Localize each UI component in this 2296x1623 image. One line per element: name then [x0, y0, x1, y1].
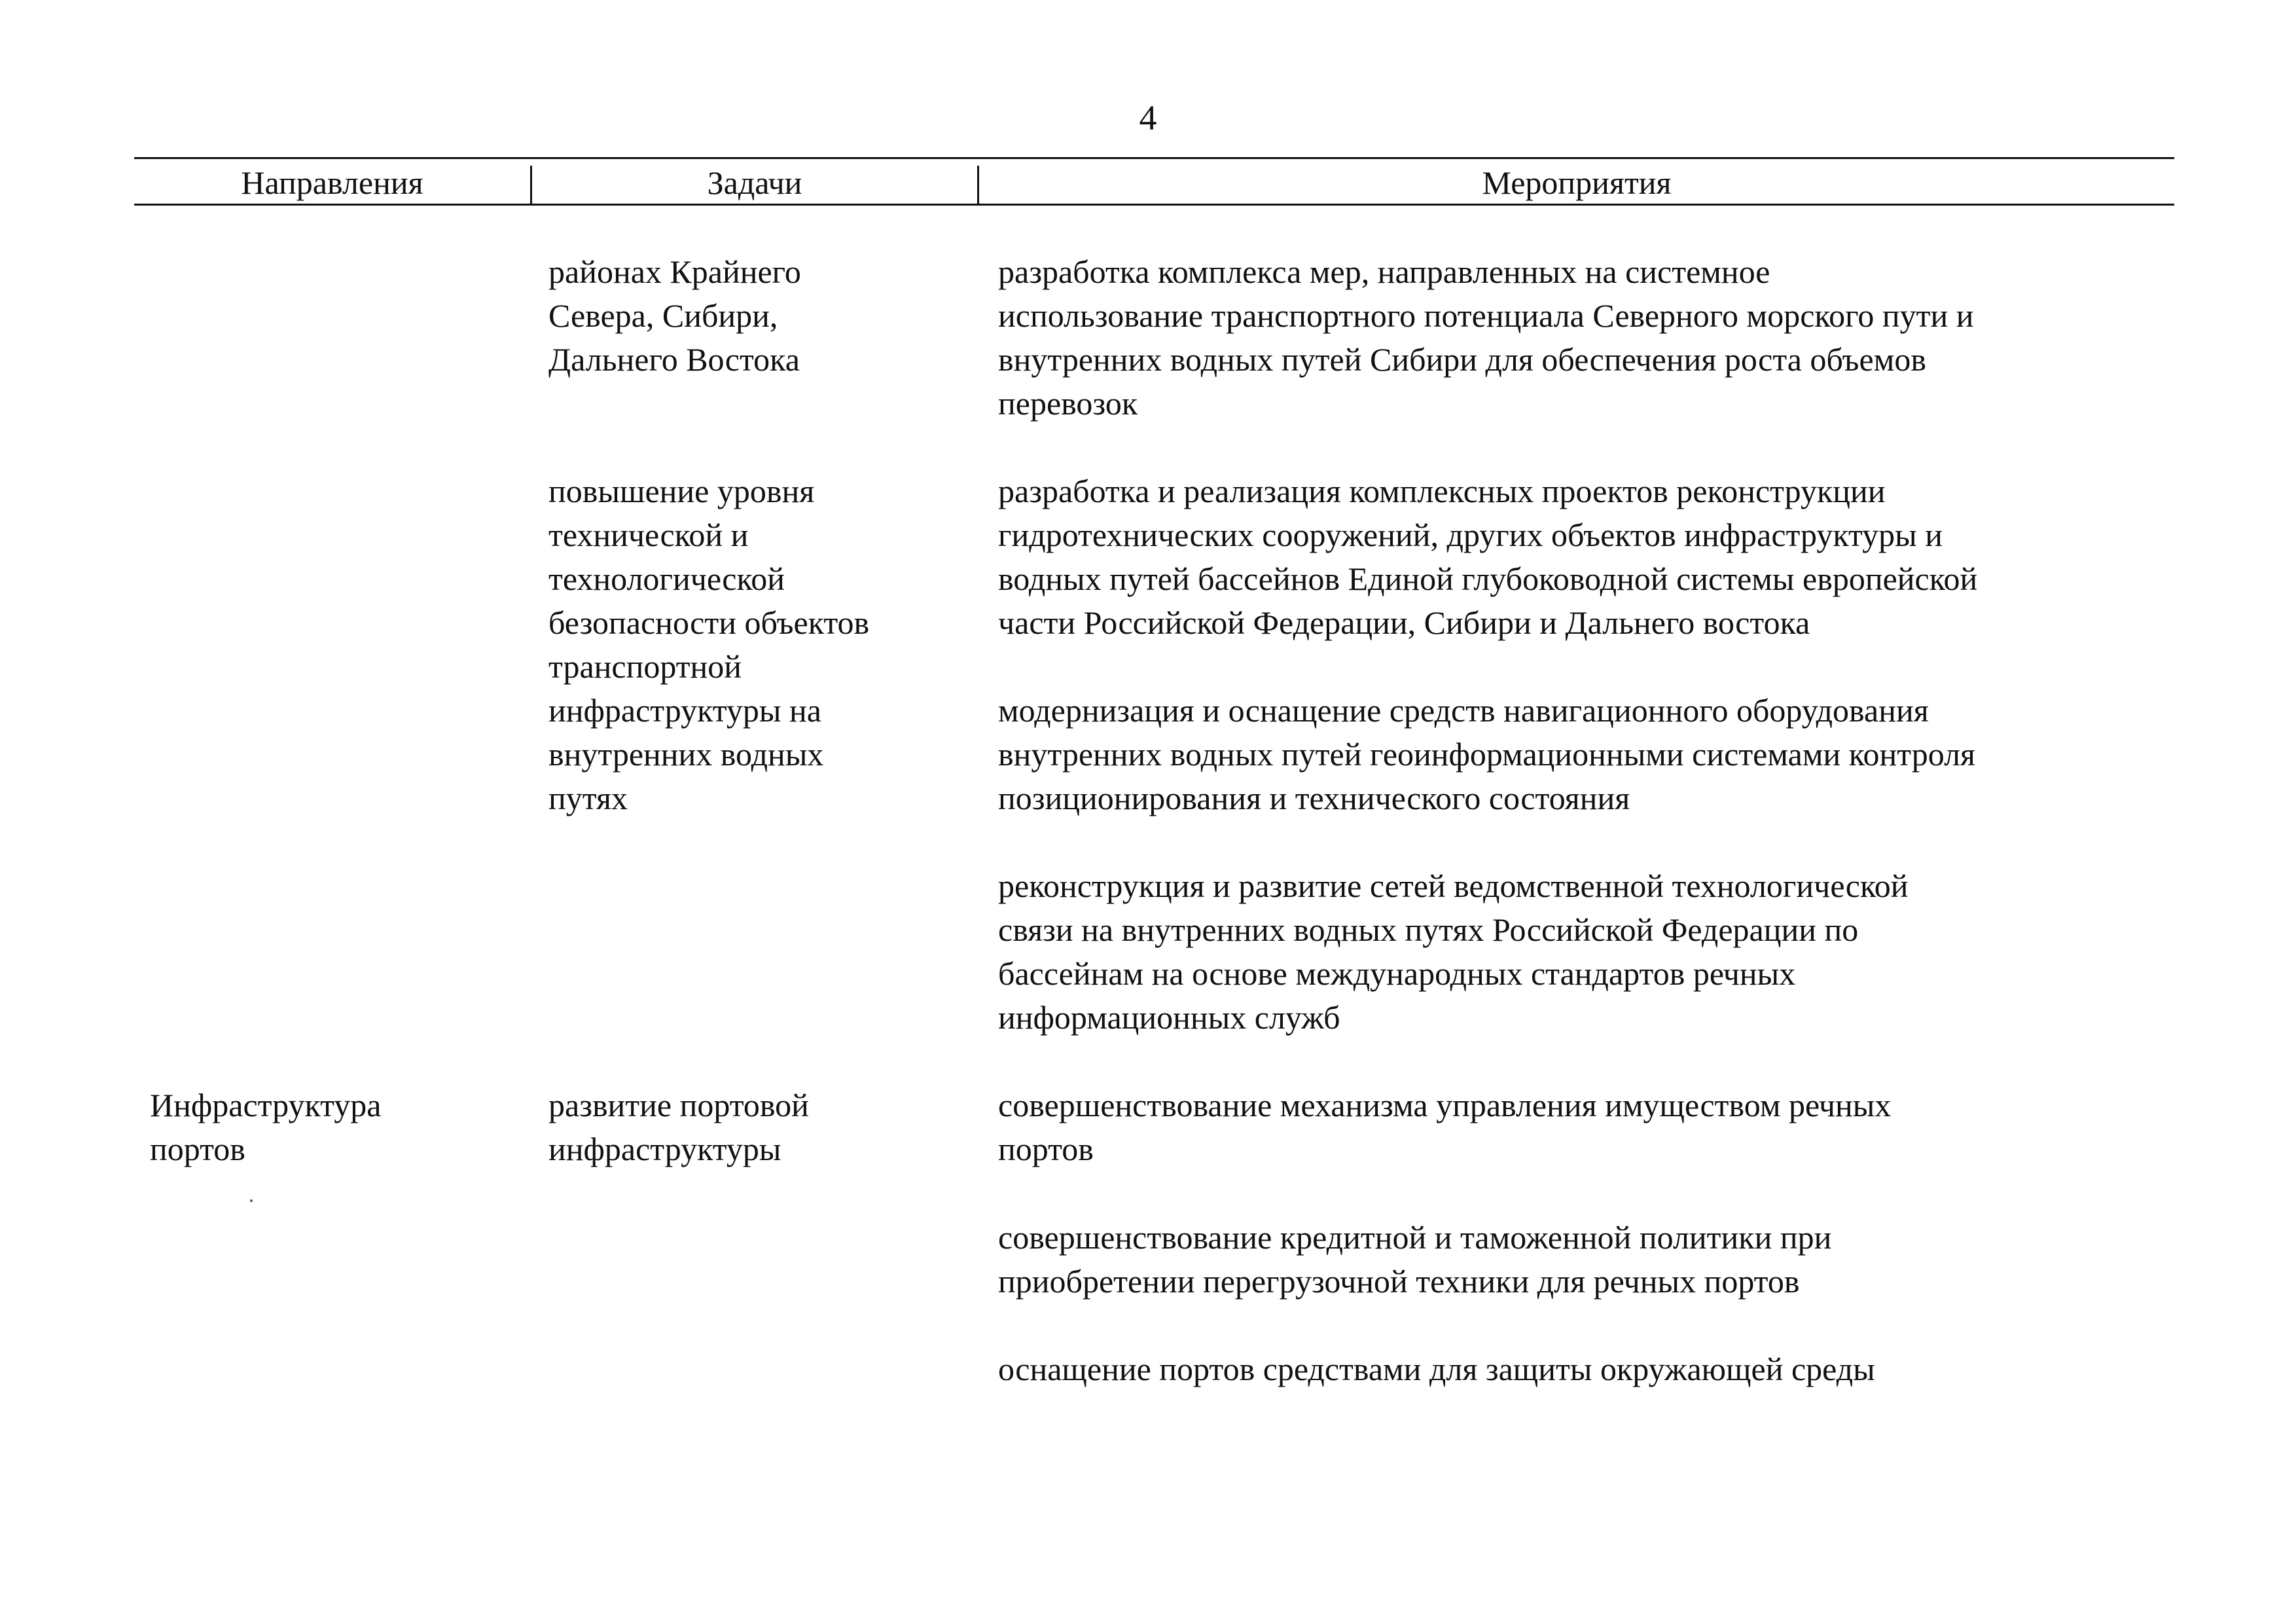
row-1-task: районах Крайнего Севера, Сибири, Дальнего Востока	[548, 253, 801, 378]
row-2-activity-2: модернизация и оснащение средств навигационного оборудования внутренних водных путей геоинформационными системами контроля позиционирования и технического состояния	[998, 692, 1976, 816]
header-directions: Направления	[241, 164, 423, 201]
row-3-activity-1: совершенствование механизма управления имуществом речных портов	[998, 1087, 1892, 1167]
row-2-activity-3: реконструкция и развитие сетей ведомственной технологической связи на внутренних водных путях Российской Федерации по бассейнам на основе международных стандартов речных информационных служб	[998, 867, 1909, 1036]
row-2-activity-1: разработка и реализация комплексных проектов реконструкции гидротехнических сооружений, других объектов инфраструктуры и водных путей бассейнов Единой глубоководной системы европейской части Российской Федерации, Сибири и Дальнего востока	[998, 473, 1978, 641]
table-header-top-rule	[134, 157, 2174, 159]
row-1-activity: разработка комплекса мер, направленных на системное использование транспортного потенциала Северного морского пути и внутренних водных путей Сибири для обеспечения роста объемов перевозок	[998, 253, 1974, 422]
header-activities: Мероприятия	[1482, 164, 1672, 201]
row-3-activity-3: оснащение портов средствами для защиты окружающей среды	[998, 1351, 1875, 1387]
header-tasks: Задачи	[707, 164, 802, 201]
scan-speck	[250, 1199, 253, 1202]
row-3-activity-2: совершенствование кредитной и таможенной политики при приобретении перегрузочной техники для речных портов	[998, 1219, 1832, 1300]
table-header-bottom-rule	[134, 204, 2174, 206]
row-3-task: развитие портовой инфраструктуры	[548, 1087, 809, 1167]
page-number: 4	[1139, 98, 1157, 137]
row-2-task: повышение уровня технической и технологической безопасности объектов транспортной инфраструктуры на внутренних водных путях	[548, 473, 870, 816]
row-3-direction: Инфраструктура портов	[150, 1087, 382, 1167]
